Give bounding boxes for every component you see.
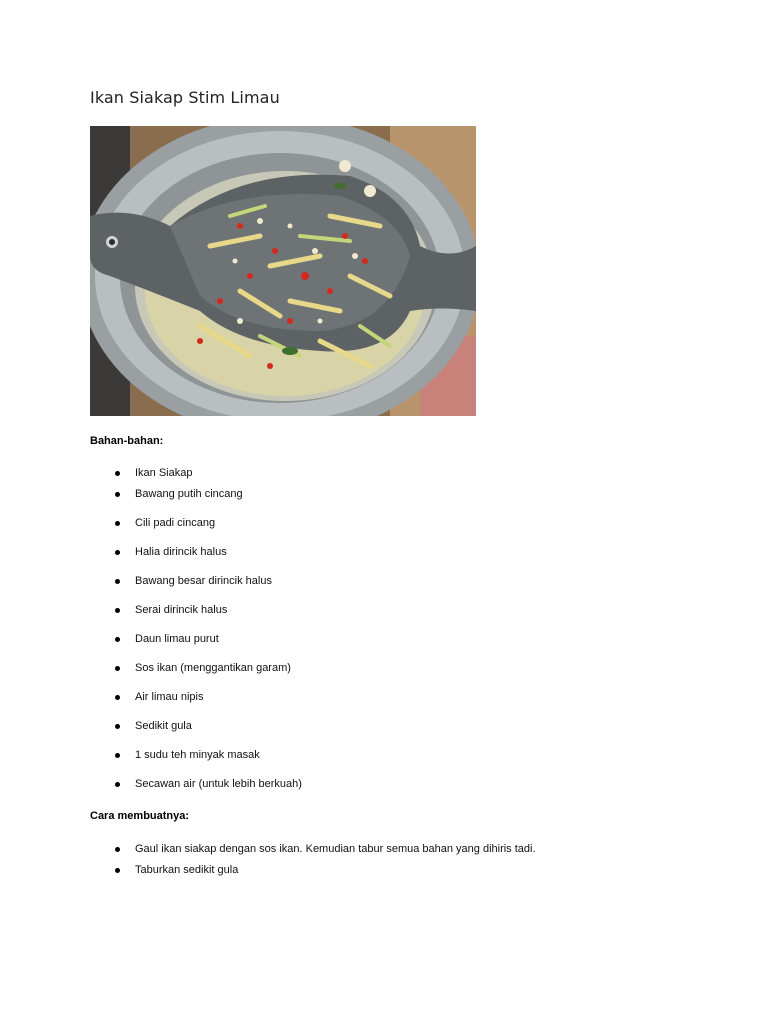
list-item	[90, 488, 302, 501]
list-item-text: Sedikit gula	[135, 720, 192, 732]
bullet-icon	[115, 471, 120, 476]
list-item	[90, 749, 302, 762]
bullet-icon	[115, 753, 120, 758]
bullet-icon	[115, 868, 120, 873]
method-heading: Cara membuatnya:	[90, 810, 190, 822]
recipe-title: Ikan Siakap Stim Limau	[90, 88, 280, 107]
list-item-text: Bawang putih cincang	[135, 488, 243, 500]
list-item-text: 1 sudu teh minyak masak	[135, 749, 260, 761]
list-item	[90, 517, 302, 530]
ingredients-list	[90, 467, 302, 791]
bullet-icon	[115, 521, 120, 526]
bullet-icon	[115, 695, 120, 700]
list-item	[90, 720, 302, 733]
list-item	[90, 575, 302, 588]
bullet-icon	[115, 637, 120, 642]
list-item	[90, 662, 302, 675]
bullet-icon	[115, 724, 120, 729]
list-item	[90, 843, 536, 856]
list-item	[90, 604, 302, 617]
list-item-text: Ikan Siakap	[135, 467, 193, 479]
bullet-icon	[115, 847, 120, 852]
list-item-text: Gaul ikan siakap dengan sos ikan. Kemudian tabur semua bahan yang dihiris tadi.	[135, 843, 536, 855]
list-item-text: Halia dirincik halus	[135, 546, 227, 558]
bullet-icon	[115, 666, 120, 671]
method-list	[90, 843, 536, 877]
bullet-icon	[115, 782, 120, 787]
list-item	[90, 467, 302, 480]
list-item	[90, 691, 302, 704]
bullet-icon	[115, 579, 120, 584]
bullet-icon	[115, 608, 120, 613]
list-item	[90, 864, 536, 877]
list-item-text: Daun limau purut	[135, 633, 219, 645]
bullet-icon	[115, 492, 120, 497]
list-item-text: Bawang besar dirincik halus	[135, 575, 272, 587]
list-item-text: Cili padi cincang	[135, 517, 216, 529]
list-item-text: Serai dirincik halus	[135, 604, 228, 616]
list-item	[90, 546, 302, 559]
list-item	[90, 633, 302, 646]
list-item-text: Taburkan sedikit gula	[135, 864, 239, 876]
ingredients-heading: Bahan-bahan:	[90, 435, 164, 447]
steamed-fish-photo	[90, 126, 476, 416]
list-item	[90, 778, 302, 791]
list-item-text: Sos ikan (menggantikan garam)	[135, 662, 291, 674]
list-item-text: Air limau nipis	[135, 691, 204, 703]
list-item-text: Secawan air (untuk lebih berkuah)	[135, 778, 302, 790]
bullet-icon	[115, 550, 120, 555]
